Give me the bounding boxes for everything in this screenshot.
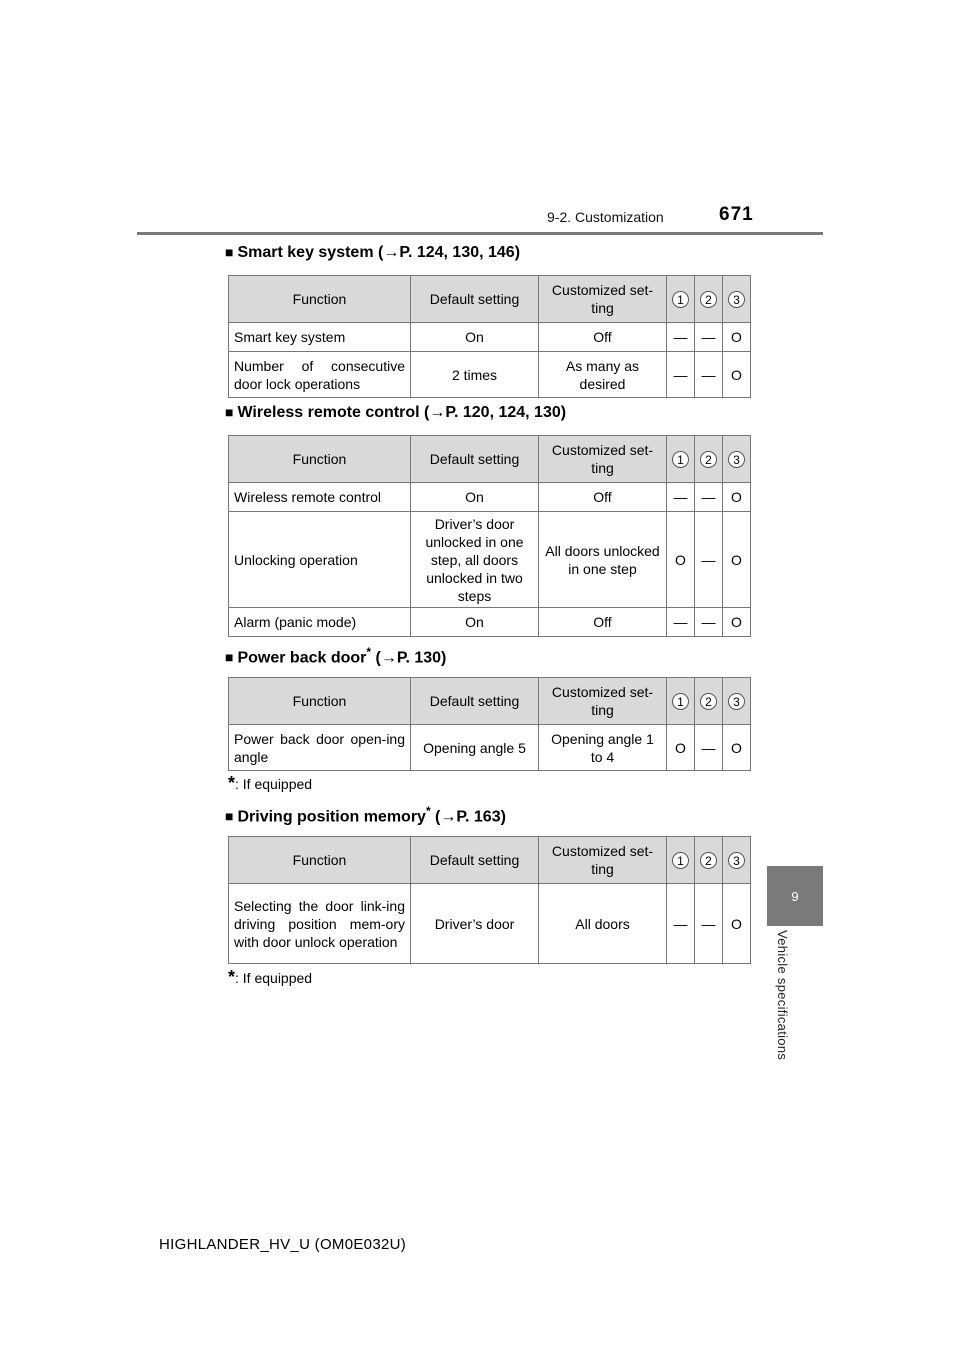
circled-3-icon: 3 [728,451,745,468]
cell-custom: As many as desired [539,352,667,398]
power-back-door-table [228,677,751,771]
cell-default: On [411,323,539,352]
square-bullet-icon: ■ [225,404,234,420]
cell-default: Driver’s door unlocked in one step, all doors unlocked in two steps [411,512,539,608]
cell-3: O [723,352,751,398]
header-1 [667,678,695,725]
circled-1-icon: 1 [672,451,689,468]
square-bullet-icon: ■ [225,808,234,825]
cell-function: Selecting the door link-ing driving position mem-ory with door unlock operation [229,884,411,964]
header-rule [137,232,823,235]
circled-2-icon: 2 [700,291,717,308]
header-3 [723,837,751,884]
cell-3: O [723,725,751,771]
header-default: Default setting [411,436,539,483]
table-header-row [229,276,751,323]
cell-custom: All doors unlocked in one step [539,512,667,608]
asterisk-icon: * [228,967,236,987]
header-1 [667,837,695,884]
arrow-icon: → [429,404,446,421]
header-custom: Customized set-ting [539,276,667,323]
arrow-icon: → [440,808,457,826]
cell-2: — [695,725,723,771]
table-row [229,725,751,771]
cell-3: O [723,483,751,512]
cell-default: On [411,483,539,512]
cell-default: On [411,608,539,637]
header-function: Function [229,678,411,725]
smart-key-table [228,275,751,398]
manual-code: HIGHLANDER_HV_U (OM0E032U) [159,1236,407,1253]
table-header-row [229,436,751,483]
arrow-icon: → [380,649,397,667]
section-title-wireless-remote: ■ Wireless remote control (→P. 120, 124, 130) [225,404,567,421]
cell-1: — [667,884,695,964]
section-title-driving-position-memory: ■ Driving position memory* (→P. 163) [225,804,506,826]
arrow-icon: → [383,244,400,261]
section-title-smart-key: ■ Smart key system (→P. 124, 130, 146) [225,244,521,261]
driving-position-memory-table [228,836,751,964]
header-custom: Customized set-ting [539,837,667,884]
header-default: Default setting [411,678,539,725]
header-function: Function [229,837,411,884]
header-1 [667,436,695,483]
header-2 [695,436,723,483]
circled-1-icon: 1 [672,291,689,308]
header-3 [723,436,751,483]
header-1 [667,276,695,323]
cell-1: — [667,483,695,512]
cell-2: — [695,352,723,398]
chapter-tab [767,866,823,926]
header-default: Default setting [411,837,539,884]
square-bullet-icon: ■ [225,649,234,666]
cell-custom: All doors [539,884,667,964]
circled-3-icon: 3 [728,852,745,869]
header-custom: Customized set-ting [539,436,667,483]
table-row [229,352,751,398]
circled-2-icon: 2 [700,852,717,869]
cell-1: — [667,352,695,398]
header-function: Function [229,276,411,323]
header-3 [723,276,751,323]
page-number: 671 [719,204,754,225]
cell-1: O [667,725,695,771]
circled-2-icon: 2 [700,451,717,468]
circled-3-icon: 3 [728,693,745,710]
cell-3: O [723,884,751,964]
square-bullet-icon: ■ [225,244,234,260]
cell-2: — [695,512,723,608]
cell-function: Power back door open-ing angle [229,725,411,771]
circled-3-icon: 3 [728,291,745,308]
cell-3: O [723,608,751,637]
table-row [229,512,751,608]
cell-custom: Off [539,483,667,512]
footnote: *: If equipped [228,773,313,793]
cell-2: — [695,884,723,964]
cell-2: — [695,608,723,637]
cell-3: O [723,512,751,608]
cell-1: O [667,512,695,608]
footnote: *: If equipped [228,967,313,987]
header-2 [695,678,723,725]
table-row [229,608,751,637]
cell-2: — [695,323,723,352]
table-row [229,323,751,352]
header-2 [695,276,723,323]
table-row [229,483,751,512]
cell-function: Unlocking operation [229,512,411,608]
header-2 [695,837,723,884]
table-row [229,884,751,964]
cell-function: Number of consecutive door lock operations [229,352,411,398]
section-title-power-back-door: ■ Power back door* (→P. 130) [225,645,447,667]
cell-function: Wireless remote control [229,483,411,512]
section-heading: 9-2. Customization [547,209,664,225]
asterisk-icon: * [228,773,236,793]
circled-1-icon: 1 [672,693,689,710]
cell-2: — [695,483,723,512]
cell-default: 2 times [411,352,539,398]
header-3 [723,678,751,725]
cell-1: — [667,608,695,637]
circled-1-icon: 1 [672,852,689,869]
chapter-label: Vehicle specifications [775,930,790,1061]
cell-1: — [667,323,695,352]
cell-function: Alarm (panic mode) [229,608,411,637]
header-default: Default setting [411,276,539,323]
header-function: Function [229,436,411,483]
asterisk-icon: * [425,804,431,818]
cell-3: O [723,323,751,352]
circled-2-icon: 2 [700,693,717,710]
cell-custom: Opening angle 1 to 4 [539,725,667,771]
chapter-number: 9 [791,888,799,904]
cell-custom: Off [539,608,667,637]
cell-function: Smart key system [229,323,411,352]
cell-default: Opening angle 5 [411,725,539,771]
table-header-row [229,678,751,725]
table-header-row [229,837,751,884]
cell-default: Driver’s door [411,884,539,964]
wireless-remote-table [228,435,751,637]
asterisk-icon: * [366,645,372,659]
cell-custom: Off [539,323,667,352]
header-custom: Customized set-ting [539,678,667,725]
